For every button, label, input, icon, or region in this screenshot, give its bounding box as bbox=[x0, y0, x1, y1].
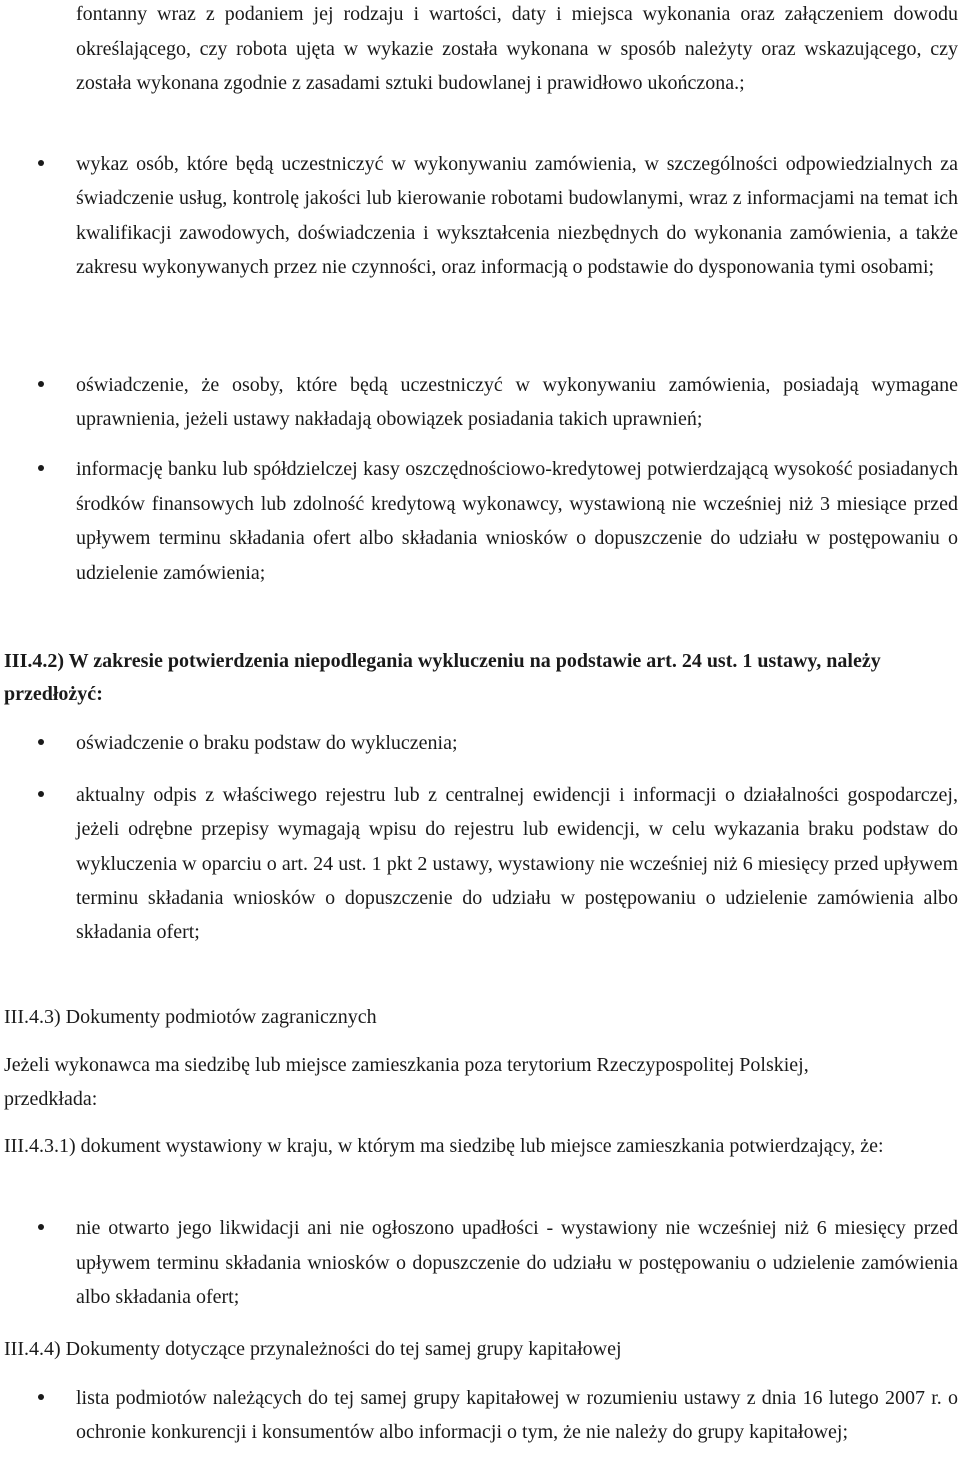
bullet-icon bbox=[38, 1394, 44, 1400]
bullet-icon bbox=[38, 160, 44, 166]
list-c-item-1: nie otwarto jego likwidacji ani nie ogłoszono upadłości - wystawiony nie wcześniej niż 6 miesięcy przed upływem terminu składania wniosków o dopuszczenie do udziału w postępowaniu o udzielenie zamówienia albo składania ofert; bbox=[76, 1217, 958, 1308]
list-a-item-1: wykaz osób, które będą uczestniczyć w wykonywaniu zamówienia, w szczególności odpowiedzialnych za świadczenie usług, kontrolę jakości lub kierowanie robotami budowlanymi, wraz z informacjami na temat ich kwalifikacji zawodowych, doświadczenia i wykształcenia niezbędnych do wykonania zamówienia, a także zakresu wykonywanych przez nie czynności, oraz informacją o podstawie do dysponowania tymi osobami; bbox=[76, 153, 958, 278]
list-a-item-2: oświadczenie, że osoby, które będą uczestniczyć w wykonywaniu zamówienia, posiadają wymagane uprawnienia, jeżeli ustawy nakładają obowiązek posiadania takich uprawnień; bbox=[76, 374, 958, 430]
section-heading-4-3: III.4.3) Dokumenty podmiotów zagranicznych bbox=[4, 1006, 377, 1028]
bullet-icon bbox=[38, 381, 44, 387]
paragraph-4-3: Jeżeli wykonawca ma siedzibę lub miejsce zamieszkania poza terytorium Rzeczypospolitej Polskiej, przedkłada: bbox=[4, 1054, 809, 1110]
list-b-item-2: aktualny odpis z właściwego rejestru lub z centralnej ewidencji i informacji o działalności gospodarczej, jeżeli odrębne przepisy wymagają wpisu do rejestru lub ewidencji, w celu wykazania braku podstaw do wykluczenia w oparciu o art. 24 ust. 1 pkt 2 ustawy, wystawiony nie wcześniej niż 6 miesięcy przed upływem terminu składania wniosków o dopuszczenie do udziału w postępowaniu o udzielenie zamówienia albo składania ofert; bbox=[76, 784, 958, 944]
bullet-icon bbox=[38, 1224, 44, 1230]
list-d-item-1: lista podmiotów należących do tej samej grupy kapitałowej w rozumieniu ustawy z dnia 16 lutego 2007 r. o ochronie konkurencji i konsumentów albo informacji o tym, że nie należy do grupy kapitałowej; bbox=[76, 1387, 958, 1443]
bullet-icon bbox=[38, 739, 44, 745]
intro-continuation-paragraph: fontanny wraz z podaniem jej rodzaju i wartości, daty i miejsca wykonania oraz załączeniem dowodu określającego, czy robota ujęta w wykazie została wykonana w sposób należyty oraz wskazującego, czy została wykonana zgodnie z zasadami sztuki budowlanej i prawidłowo ukończona.; bbox=[76, 3, 958, 94]
list-b-item-1: oświadczenie o braku podstaw do wykluczenia; bbox=[76, 732, 458, 754]
list-a-item-3: informację banku lub spółdzielczej kasy oszczędnościowo-kredytowej potwierdzającą wysokość posiadanych środków finansowych lub zdolność kredytową wykonawcy, wystawioną nie wcześniej niż 3 miesiące przed upływem terminu składania ofert albo składania wniosków o dopuszczenie do udziału w postępowaniu o udzielenie zamówienia; bbox=[76, 458, 958, 584]
bullet-icon bbox=[38, 465, 44, 471]
bullet-icon bbox=[38, 791, 44, 797]
paragraph-4-3-1: III.4.3.1) dokument wystawiony w kraju, w którym ma siedzibę lub miejsce zamieszkania potwierdzający, że: bbox=[4, 1135, 884, 1157]
section-heading-4-2: III.4.2) W zakresie potwierdzenia niepodlegania wykluczeniu na podstawie art. 24 ust. 1 ustawy, należy przedłożyć: bbox=[4, 650, 881, 705]
section-heading-4-4: III.4.4) Dokumenty dotyczące przynależności do tej samej grupy kapitałowej bbox=[4, 1338, 622, 1360]
